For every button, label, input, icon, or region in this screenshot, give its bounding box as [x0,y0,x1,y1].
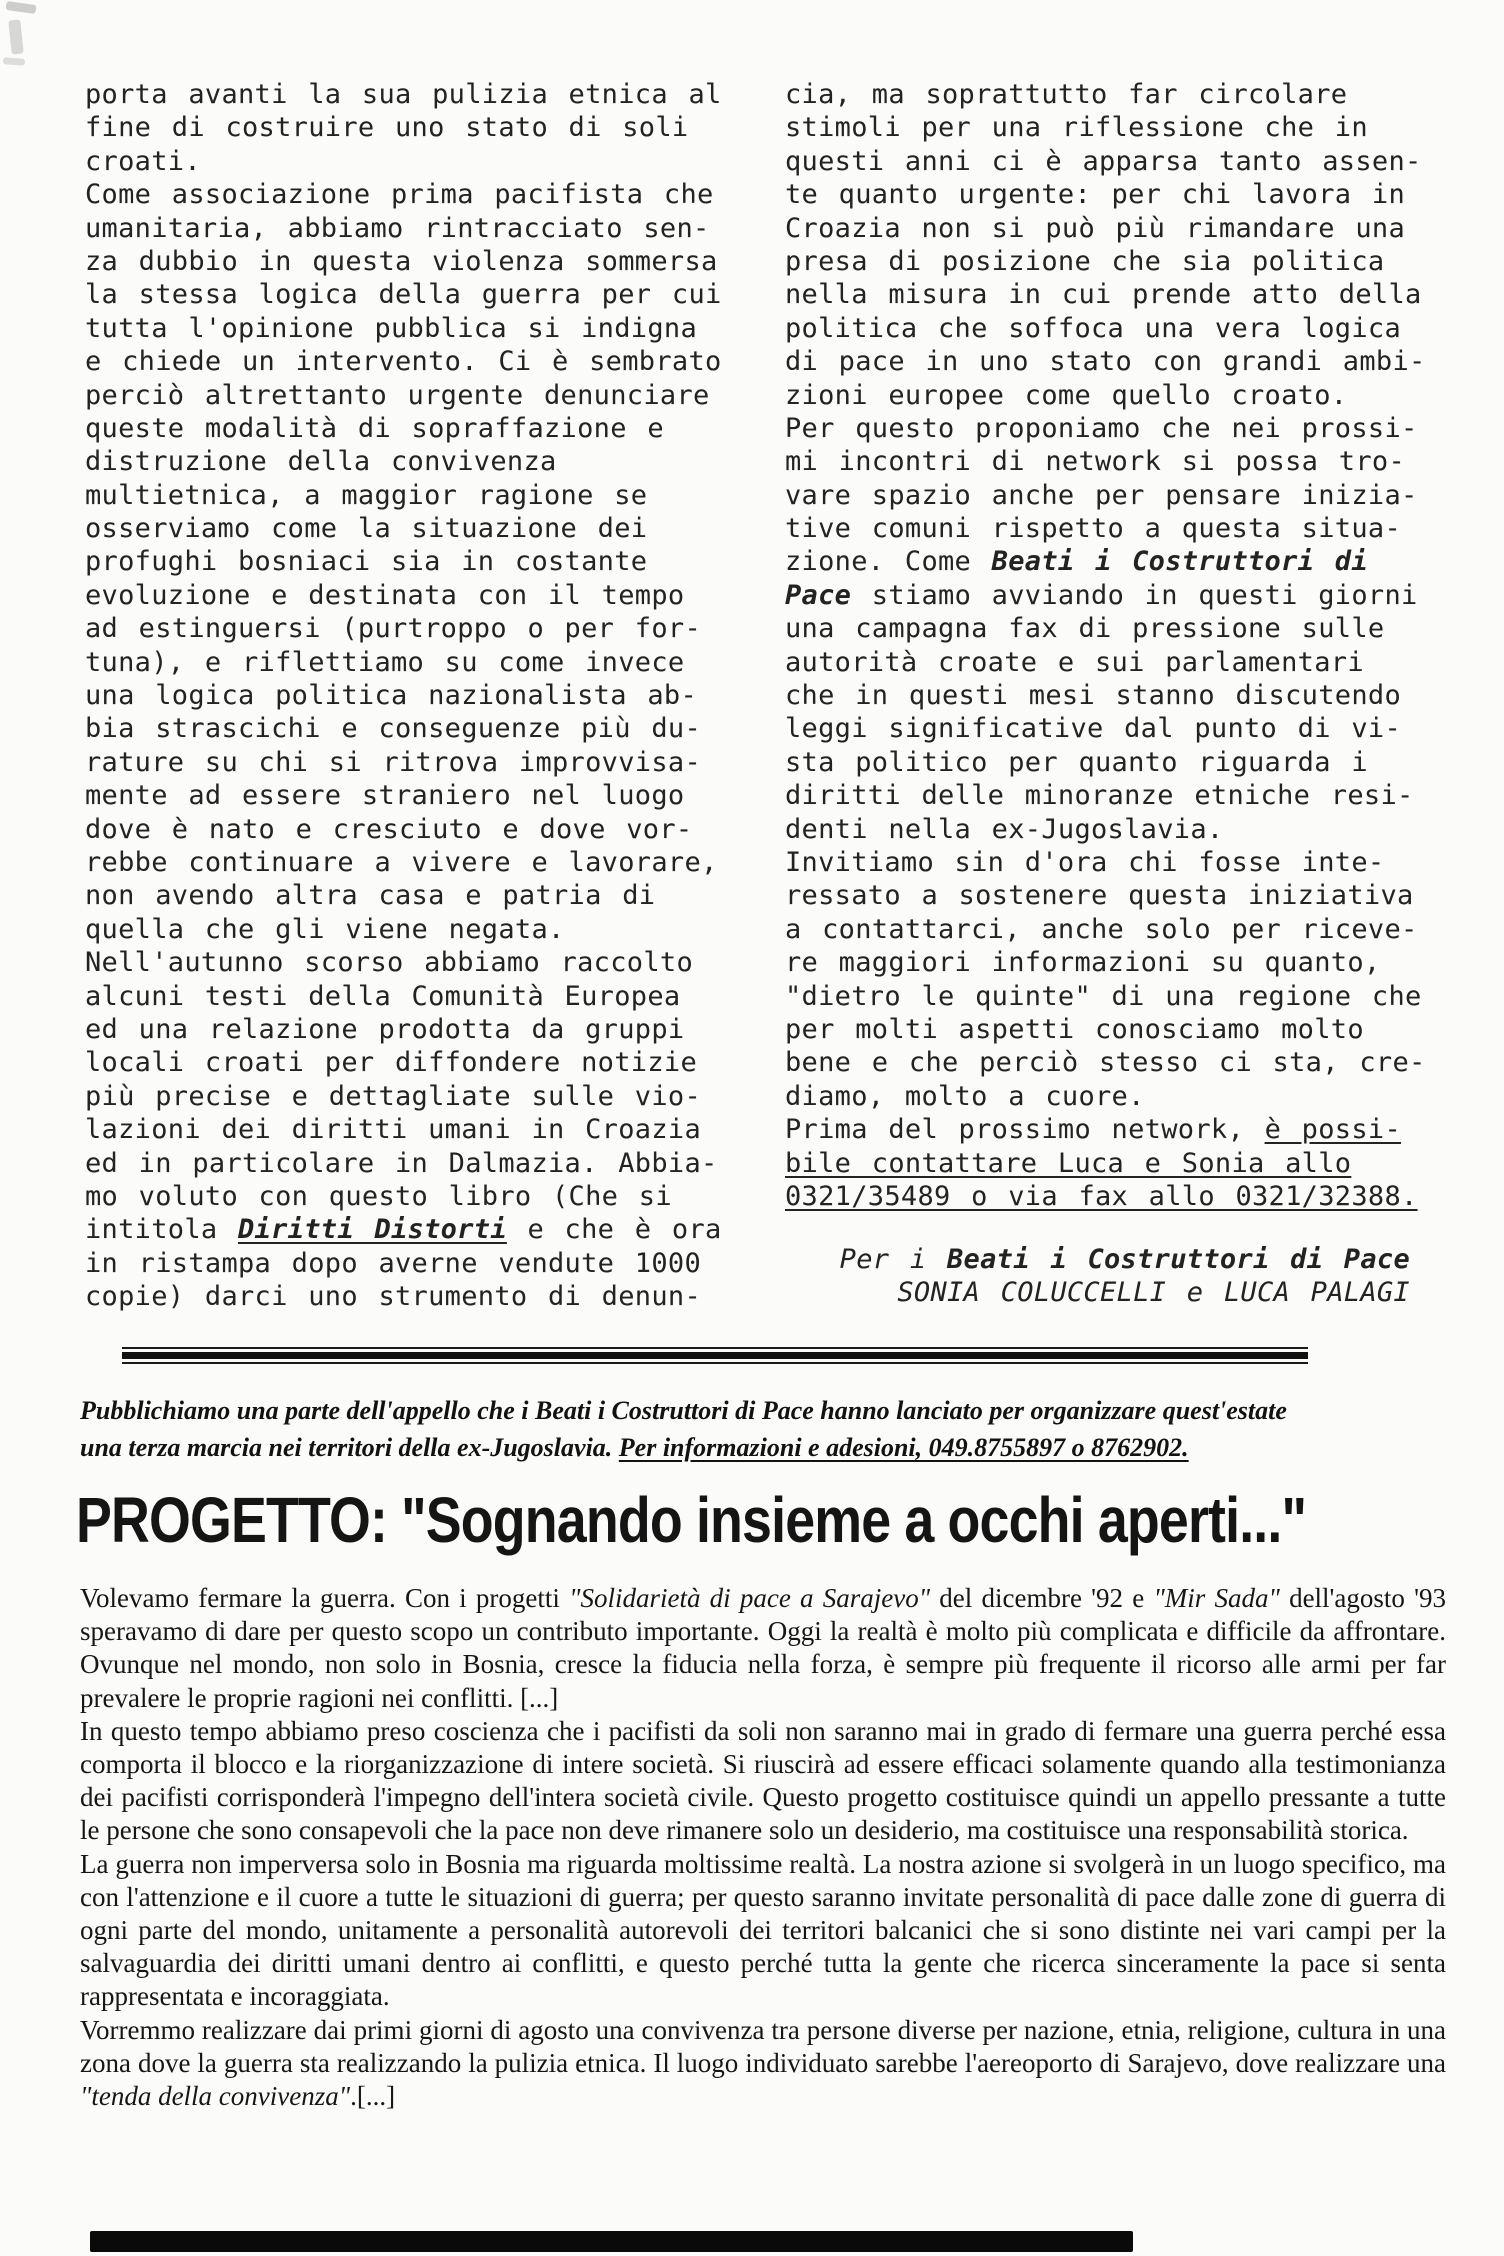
text-segment: mi incontri di network si possa tro- [785,446,1405,478]
text-line [785,1113,1426,1146]
text-line [85,779,722,812]
text-line [85,813,722,846]
text-segment: ed in particolare in Dalmazia. Abbia- [85,1147,718,1179]
text-segment: diritti delle minoranze etniche resi- [785,780,1414,812]
text-segment: locali croati per diffondere notizie [85,1047,697,1079]
text-segment: non avendo altra casa e patria di [85,880,656,912]
text-segment: ed una relazione prodotta da gruppi [85,1013,685,1045]
text-line [785,779,1426,812]
text-line [85,479,722,512]
text-line [785,345,1426,378]
text-line [85,1046,722,1079]
text-line [85,1213,722,1246]
text-line [785,512,1426,545]
text-line [80,1429,1287,1466]
text-segment: di pace in uno stato con grandi ambi- [785,346,1426,378]
text-line [785,379,1426,412]
text-segment: distruzione della convivenza [85,446,557,478]
text-line [785,212,1426,245]
text-line [785,946,1426,979]
text-segment: una logica politica nazionalista ab- [85,680,697,712]
text-line [785,278,1426,311]
text-segment: perciò altrettanto urgente denunciare [85,379,710,411]
text-segment: Per questo proponiamo che nei prossi- [785,412,1418,444]
text-segment: Croazia non si può più rimandare una [785,212,1405,244]
text-segment: 0321/35489 o via fax allo 0321/32388. [785,1180,1418,1212]
text-segment: .[...] [350,2081,396,2112]
text-line [785,1046,1426,1079]
text-segment: mo voluto con questo libro (Che si [85,1180,672,1212]
text-line [85,879,722,912]
text-line [785,846,1426,879]
text-segment: te quanto urgente: per chi lavora in [785,179,1405,211]
text-line [785,679,1426,712]
body-paragraph [80,1715,1446,1848]
text-segment: che in questi mesi stanno discutendo [785,680,1401,712]
text-segment: sta politico per quanto riguarda i [785,746,1368,778]
text-segment: intitola [85,1214,238,1246]
text-segment: La guerra non imperversa solo in Bosnia ma riguarda moltissime realtà. La nostra azione si svolgerà in un luogo specifico, ma con l'attenzione e il cuore a tutte le situazioni di guerra; per questo saranno invitate personalità di pace dalle zone di guerra di ogni parte del mondo, unitamente a personalità autorevoli dei territori balcanici che si sono distinte nei vari campi per la salvaguardia dei diritti umani dentro ai conflitti, e questo perché tutta la gente che ricerca sinceramente la pace si senta rappresentata e incoraggiata. [80,1848,1446,2012]
text-line [785,178,1426,211]
text-line [785,145,1426,178]
text-segment: e chiede un intervento. Ci è sembrato [85,346,722,378]
text-segment: porta avanti la sua pulizia etnica al [85,79,722,110]
text-line [785,579,1426,612]
text-line [85,1247,722,1280]
text-segment: croati. [85,145,201,177]
text-segment: politica che soffoca una vera logica [785,312,1401,344]
text-line [85,145,722,178]
text-line [785,479,1426,512]
text-segment: quella che gli viene negata. [85,913,565,945]
text-line [85,913,722,946]
text-segment: za dubbio in questa violenza sommersa [85,245,718,277]
text-line [85,212,722,245]
text-line [85,545,722,578]
text-segment: una terza marcia nei territori della ex-Jugoslavia. [80,1433,619,1462]
text-segment: in ristampa dopo averne vendute 1000 [85,1247,701,1279]
text-segment: "tenda della convivenza" [80,2081,351,2112]
text-segment: Diritti Distorti [238,1214,507,1246]
text-segment: dell'agosto '93 speravamo di dare per questo scopo un contributo importante. Oggi la realtà è molto più complicata e difficile da affrontare. Ovunque nel mondo, non solo in Bosnia, cresce la fiducia nella forza, è sempre più frequente il ricorso alle armi per far prevalere le proprie ragioni nei conflitti. [...] [80,1583,1446,1713]
text-line [85,846,722,879]
text-segment: osserviamo come la situazione dei [85,513,648,545]
text-line [85,412,722,445]
text-line [785,913,1426,946]
text-segment: nella misura in cui prende atto della [785,279,1422,311]
text-segment: stimoli per una riflessione che in [785,112,1368,144]
text-segment: più precise e dettagliate sulle vio- [85,1080,701,1112]
article-body [80,1582,1446,2113]
text-segment: ad estinguersi (purtroppo o per for- [85,613,701,645]
text-segment: lazioni dei diritti umani in Croazia [85,1114,701,1146]
text-segment: denti nella ex-Jugoslavia. [785,813,1224,845]
text-line [85,178,722,211]
editorial-intro [80,1392,1287,1466]
signature-block [785,1243,1410,1310]
text-segment: Per i [839,1244,947,1275]
text-segment: del dicembre '92 e [930,1583,1154,1613]
text-segment: Beati i Costruttori di [991,546,1368,578]
text-line [785,445,1426,478]
text-segment: bile contattare Luca e Sonia allo [785,1147,1352,1179]
text-segment: la stessa logica della guerra per cui [85,279,722,311]
text-line [785,1243,1410,1276]
scan-smudge-artifact [6,1,37,14]
text-line [785,111,1426,144]
text-line [85,111,722,144]
text-line [785,712,1426,745]
text-line [85,1013,722,1046]
divider-thin-line [122,1362,1308,1364]
text-segment: multietnica, a maggior ragione se [85,479,648,511]
text-segment: diamo, molto a cuore. [785,1080,1145,1112]
text-segment: mente ad essere straniero nel luogo [85,780,685,812]
text-segment: tive comuni rispetto a questa situa- [785,513,1401,545]
text-line [785,980,1426,1013]
text-line [85,312,722,345]
text-segment: Prima del prossimo network, [785,1114,1265,1146]
text-segment: rature su chi si ritrova improvvisa- [85,746,701,778]
text-segment: profughi bosniaci sia in costante [85,546,648,578]
text-segment: dove è nato e cresciuto e dove vor- [85,813,693,845]
text-line [85,245,722,278]
text-line [785,612,1426,645]
text-segment: "Mir Sada" [1153,1583,1280,1613]
text-segment: e che è ora [506,1214,722,1246]
text-segment: alcuni testi della Comunità Europea [85,980,681,1012]
text-segment: Volevamo fermare la guerra. Con i progetti [80,1583,570,1613]
text-line [85,746,722,779]
text-segment: vare spazio anche per pensare inizia- [785,479,1418,511]
text-line [785,813,1426,846]
text-segment: tuna), e riflettiamo su come invece [85,646,685,678]
text-segment: leggi significative dal punto di vi- [785,713,1401,745]
text-segment: copie) darci uno strumento di denun- [85,1281,701,1313]
scan-smudge-artifact [3,57,25,66]
text-segment: umanitaria, abbiamo rintracciato sen- [85,212,710,244]
article-headline: PROGETTO: "Sognando insieme a occhi aperti..." [76,1484,1307,1556]
page-bottom-black-bar [90,2231,1133,2252]
text-line [785,1013,1426,1046]
text-line [85,445,722,478]
text-segment: rebbe continuare a vivere e lavorare, [85,846,718,878]
text-segment: Beati i Costruttori di Pace [947,1244,1410,1275]
divider-thin-line [122,1347,1308,1349]
text-line [85,1280,722,1313]
text-segment: è possi- [1264,1114,1402,1146]
section-divider-rule [122,1347,1308,1364]
text-line [85,512,722,545]
text-segment: Vorremmo realizzare dai primi giorni di agosto una convivenza tra persone diverse per nazione, etnia, religione, cultura in una zona dove la guerra sta realizzando la pulizia etnica. Il luogo individuato sarebbe l'aereoporto di Sarajevo, dove realizzare una [80,2014,1446,2078]
text-segment: Pace [785,579,852,611]
text-segment: fine di costruire uno stato di soli [85,112,689,144]
text-line [80,1392,1287,1429]
text-line [85,379,722,412]
text-line [785,1276,1410,1309]
typewriter-right-column [785,78,1426,1213]
text-segment: "Solidarietà di pace a Sarajevo" [569,1583,931,1613]
text-segment: una campagna fax di pressione sulle [785,613,1385,645]
text-segment: zione. Come [785,546,992,578]
text-line [785,746,1426,779]
text-segment: a contattarci, anche solo per riceve- [785,913,1418,945]
text-line [785,1147,1426,1180]
text-segment: Pubblichiamo una parte dell'appello che i Beati i Costruttori di Pace hanno lanciato per organizzare quest'estate [80,1396,1287,1425]
text-line [85,278,722,311]
text-line [85,980,722,1013]
body-paragraph [80,1582,1446,1715]
text-segment: autorità croate e sui parlamentari [785,646,1364,678]
text-segment: questi anni ci è apparsa tanto assen- [785,145,1422,177]
text-line [85,1180,722,1213]
text-line [85,612,722,645]
text-segment: bene e che perciò stesso ci sta, cre- [785,1047,1426,1079]
typewriter-left-column [85,78,722,1313]
text-line [85,1080,722,1113]
text-segment: queste modalità di sopraffazione e [85,412,664,444]
text-segment: bia strascichi e conseguenze più du- [85,713,701,745]
text-line [785,78,1426,111]
text-segment: Per informazioni e adesioni, 049.8755897 o 8762902. [618,1433,1189,1462]
text-segment: Nell'autunno scorso abbiamo raccolto [85,947,693,979]
divider-thick-line [122,1352,1308,1359]
text-segment: zioni europee come quello croato. [785,379,1348,411]
text-line [85,345,722,378]
text-line [85,78,722,111]
text-segment: In questo tempo abbiamo preso coscienza che i pacifisti da soli non saranno mai in grado di fermare una guerra perché essa comporta il blocco e la riorganizzazione di intere società. Si riuscirà ad essere efficaci solamente quando alla testimonianza dei pacifisti corrisponderà l'impegno dell'intera società civile. Questo progetto costituisce quindi un appello pressante a tutte le persone che sono consapevoli che la pace non deve rimanere solo un desiderio, ma costituisce una responsabilità storica. [80,1715,1446,1846]
text-line [85,579,722,612]
text-line [785,412,1426,445]
text-segment: Come associazione prima pacifista che [85,179,714,211]
text-segment: presa di posizione che sia politica [785,245,1385,277]
text-line [85,1147,722,1180]
text-line [85,646,722,679]
text-segment: re maggiori informazioni su quanto, [785,947,1381,979]
text-line [785,245,1426,278]
text-segment: ressato a sostenere questa iniziativa [785,880,1414,912]
text-segment: tutta l'opinione pubblica si indigna [85,312,697,344]
text-line [785,312,1426,345]
text-line [785,879,1426,912]
text-line [785,1080,1426,1113]
text-line [785,646,1426,679]
text-line [85,946,722,979]
text-line [85,1113,722,1146]
body-paragraph [80,1848,1446,2014]
text-segment: Invitiamo sin d'ora chi fosse inte- [785,846,1385,878]
text-line [785,1180,1426,1213]
scan-smudge-artifact [8,19,23,54]
text-segment: per molti aspetti conosciamo molto [785,1013,1364,1045]
text-segment: cia, ma soprattutto far circolare [785,79,1348,110]
text-line [785,545,1426,578]
body-paragraph [80,2014,1446,2114]
text-segment: SONIA COLUCCELLI e LUCA PALAGI [897,1277,1410,1309]
text-segment: "dietro le quinte" di una regione che [785,980,1422,1012]
text-segment: evoluzione e destinata con il tempo [85,579,685,611]
text-line [85,712,722,745]
text-segment: stiamo avviando in questi giorni [851,579,1418,611]
text-line [85,679,722,712]
